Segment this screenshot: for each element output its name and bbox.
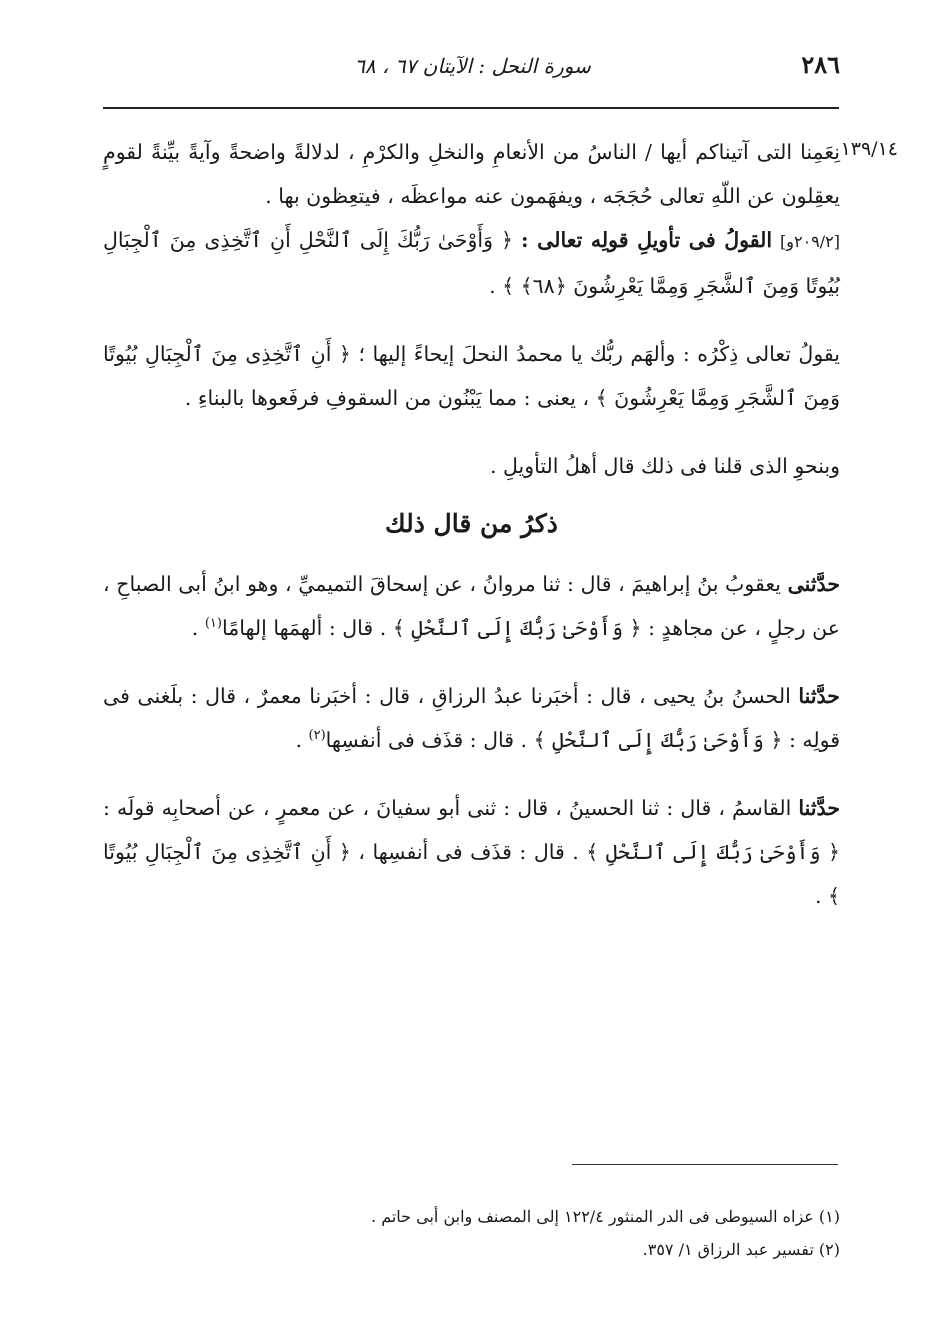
narration-lead: حدَّثنا xyxy=(798,684,840,708)
paragraph-7-period: . xyxy=(814,884,828,908)
quran-verse: ﴿ وَأَوْحَىٰ رَبُّكَ إِلَى ٱلنَّحْلِ أَنِ ٱتَّخِذِى مِنَ ٱلْجِبَالِ بُيُوتًا وَمِنَ ٱلشَّجَرِ وَمِمَّا يَعْرِشُونَ ﴿٦٨﴾ ﴾ . xyxy=(103,228,840,298)
page-header xyxy=(105,50,840,90)
paragraph-6 xyxy=(103,674,840,762)
narration-lead: حدَّثنى xyxy=(787,572,840,596)
header-rule xyxy=(103,107,839,109)
paragraph-5-period: . xyxy=(191,616,205,640)
paragraph-3 xyxy=(103,332,840,420)
main-text xyxy=(103,130,840,918)
paragraph-4 xyxy=(103,444,840,488)
paragraph-1-text: نِعَمِنا التى آتيناكم أيها / الناسُ من الأنعامِ والنخلِ والكرْمِ ، لدلالةً واضحةً وآيةً بيِّنةً لقومٍ يعقِلون عن اللّهِ تعالى حُجَجَه ، ويفهَمون عنه مواعظَه ، فيتعِظون بها . xyxy=(103,140,840,208)
quran-verse: ﴿ أَنِ ٱتَّخِذِى مِنَ ٱلْجِبَالِ بُيُوتًا وَمِنَ ٱلشَّجَرِ وَمِمَّا يَعْرِشُونَ ﴾ xyxy=(103,342,840,410)
quran-verse: ﴿ وَأَوْحَىٰ رَبُّكَ إِلَى ٱلنَّحْلِ ﴾ xyxy=(586,840,840,864)
running-head: سورة النحل : الآيتان ٦٧ ، ٦٨ xyxy=(354,54,591,78)
edition-reference: [٢٠٩/٢و] xyxy=(780,232,840,251)
paragraph-7-text-mid: . قال : قذَف فى أنفسِها ، xyxy=(358,840,579,864)
spacer xyxy=(103,762,840,786)
page-number: ٢٨٦ xyxy=(801,50,840,79)
footnote-1: (١) عزاه السيوطى فى الدر المنثور ١٢٢/٤ إلى المصنف وابن أبى حاتم . xyxy=(371,1207,840,1226)
paragraph-3-text: يقولُ تعالى ذِكْرُه : وألهَم ربُّك يا محمدُ النحلَ إيحاءً إليها ؛ xyxy=(358,342,840,366)
paragraph-2 xyxy=(103,218,840,308)
paragraph-6-period: . xyxy=(295,728,309,752)
paragraph-6-text: الحسنُ بنُ يحيى ، قال : أخبَرنا عبدُ الرزاقِ ، قال : أخبَرنا معمرٌ ، قال : بلَغنى فى قولِه : xyxy=(103,684,840,752)
footnote-rule xyxy=(572,1164,838,1165)
spacer xyxy=(103,420,840,444)
paragraph-4-text: وبنحوِ الذى قلنا فى ذلك قال أهلُ التأويلِ . xyxy=(489,454,840,478)
paragraph-5-text-end: . قال : ألهمَها إلهامًا xyxy=(221,616,387,640)
section-heading: ذكرُ من قال ذلك xyxy=(385,509,558,538)
paragraph-6-text-end: . قال : قذَف فى أنفسِها xyxy=(325,728,528,752)
paragraph-5 xyxy=(103,562,840,650)
quran-verse: ﴿ وَأَوْحَىٰ رَبُّكَ إِلَى ٱلنَّحْلِ ﴾ xyxy=(392,616,642,640)
quran-verse: ﴿ وَأَوْحَىٰ رَبُّكَ إِلَى ٱلنَّحْلِ ﴾ xyxy=(533,728,783,752)
paragraph-7-text: القاسمُ ، قال : ثنا الحسينُ ، قال : ثنى أبو سفيانَ ، عن معمرٍ ، عن أصحابِه قولَه : xyxy=(103,796,792,820)
spacer xyxy=(103,650,840,674)
paragraph-1 xyxy=(103,130,840,218)
narration-lead: حدَّثنا xyxy=(798,796,840,820)
footnote-2: (٢) تفسير عبد الرزاق ١/ ٣٥٧. xyxy=(642,1240,840,1259)
paragraph-3-text-end: ، يعنى : مما يَبْنُون من السقوفِ فرفَعوها بالبناءِ . xyxy=(184,386,590,410)
paragraph-5-text: يعقوبُ بنُ إبراهيمَ ، قال : ثنا مروانُ ، عن إسحاقَ التميميِّ ، وهو ابنُ أبى الصباحِ ، عن رجلٍ ، عن مجاهدٍ : xyxy=(103,572,840,640)
spacer xyxy=(103,308,840,332)
section-lead: القولُ فى تأويلِ قولِه تعالى : xyxy=(520,228,773,252)
paragraph-7 xyxy=(103,786,840,918)
footnotes xyxy=(103,1200,840,1266)
footnote-marker-2[interactable]: (٢) xyxy=(308,728,326,744)
margin-reference: ١٣٩/١٤ xyxy=(840,138,898,160)
quran-verse: ﴿ أَنِ ٱتَّخِذِى مِنَ ٱلْجِبَالِ بُيُوتًا ﴾ xyxy=(103,840,840,908)
footnote-marker-1[interactable]: (١) xyxy=(204,616,222,632)
